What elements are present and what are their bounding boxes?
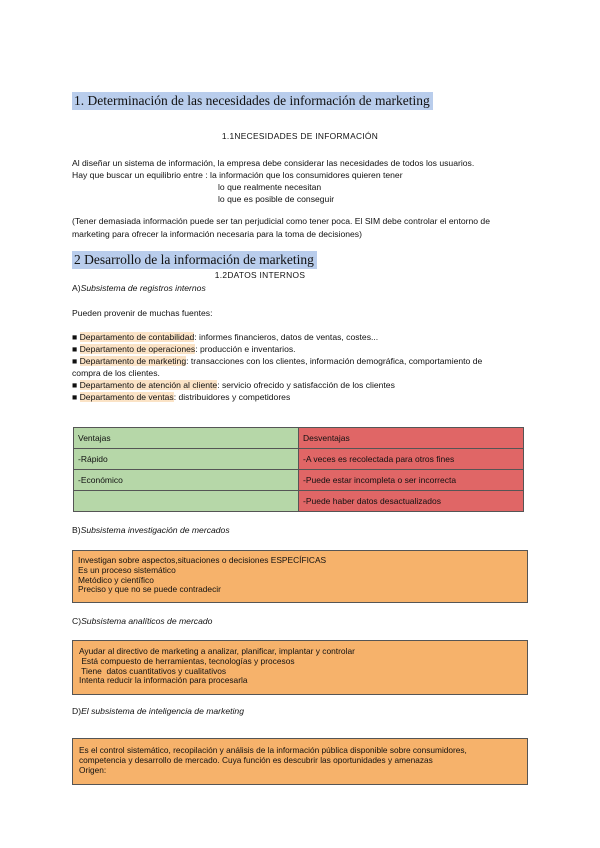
note-line-2: marketing para ofrecer la información necesaria para la toma de decisiones)	[72, 229, 362, 239]
dept-desc: : transacciones con los clientes, información demográfica, comportamiento de	[186, 356, 483, 366]
list-item	[72, 331, 378, 344]
list-item	[72, 391, 290, 404]
box-inteligencia	[72, 738, 528, 785]
dept-desc: : producción e inventarios.	[195, 344, 296, 354]
balance-line-1: Hay que buscar un equilibrio entre : la información que los consumidores quieren tener	[72, 170, 403, 180]
section-1-heading: 1. Determinación de las necesidades de información de marketing	[72, 92, 433, 110]
cell-desventaja: -Puede estar incompleta o ser incorrecta	[299, 470, 524, 491]
box-line: Es el control sistemático, recopilación y análisis de la información pública disponible sobre consumidores,	[79, 745, 467, 755]
table-row	[74, 470, 524, 491]
cell-ventaja: -Económico	[74, 470, 299, 491]
bullet-icon: ■	[72, 380, 78, 390]
dept-desc: : distribuidores y competidores	[173, 392, 291, 402]
bullet-icon: ■	[72, 332, 78, 342]
pros-cons-table	[73, 427, 524, 512]
list-item	[72, 379, 395, 392]
box-line: Tiene datos cuantitativos y cualitativos	[79, 665, 227, 676]
cell-ventaja: -Rápido	[74, 449, 299, 470]
cell-desventaja: -Puede haber datos desactualizados	[299, 491, 524, 512]
cell-ventaja	[74, 491, 299, 512]
paragraph-diseno: Al diseñar un sistema de información, la empresa debe considerar las necesidades de todos los usuarios.	[72, 158, 475, 168]
dept-label: Departamento de contabilidad	[79, 332, 195, 342]
box-line: Metódico y científico	[78, 574, 154, 585]
bullet-icon: ■	[72, 344, 78, 354]
table-row	[74, 428, 524, 449]
box-line: Es un proceso sistemático	[78, 564, 176, 575]
sources-intro: Pueden provenir de muchas fuentes:	[72, 308, 213, 318]
box-line: Origen:	[79, 764, 107, 775]
header-ventajas: Ventajas	[74, 428, 299, 449]
bullet-icon: ■	[72, 392, 78, 402]
note-line-1: (Tener demasiada información puede ser tan perjudicial como tener poca. El SIM debe controlar el entorno de	[72, 216, 490, 226]
sub-b-prefix: B)	[72, 525, 81, 535]
balance-line-3: lo que es posible de conseguir	[218, 194, 335, 204]
sub-b-title	[72, 524, 230, 537]
dept-label: Departamento de operaciones	[79, 344, 196, 354]
box-line: Intenta reducir la información para procesarla	[79, 675, 248, 686]
box-line: Investigan sobre aspectos,situaciones o decisiones ESPECÍFICAS	[78, 555, 327, 565]
sub-c-title	[72, 615, 212, 628]
sub-b-label: Subsistema investigación de mercados	[80, 525, 230, 535]
header-desventajas: Desventajas	[299, 428, 524, 449]
subtitle-necesidades: 1.1NECESIDADES DE INFORMACIÓN	[221, 131, 379, 141]
box-line: competencia y desarrollo de mercado. Cuya función es descubrir las oportunidades y amenazas	[79, 754, 433, 765]
list-item	[72, 355, 482, 368]
box-line: Ayudar al directivo de marketing a analizar, planificar, implantar y controlar	[79, 646, 355, 656]
sub-d-title	[72, 705, 244, 718]
box-line: Preciso y que no se puede contradecir	[78, 584, 221, 595]
sub-d-label: El subsistema de inteligencia de marketing	[81, 706, 244, 716]
sub-c-label: Subsistema analíticos de mercado	[81, 616, 213, 626]
balance-line-2: lo que realmente necesitan	[218, 182, 322, 192]
dept-desc: : informes financieros, datos de ventas, costes...	[194, 332, 379, 342]
dept-desc: : servicio ofrecido y satisfacción de los clientes	[217, 380, 395, 390]
sub-a-prefix: A)	[72, 283, 81, 293]
dept-label: Departamento de ventas	[79, 392, 174, 402]
list-item	[72, 343, 296, 356]
list-item-continuation: compra de los clientes.	[72, 368, 160, 378]
sub-a-title	[72, 282, 206, 295]
dept-label: Departamento de marketing	[79, 356, 187, 366]
table-row	[74, 449, 524, 470]
box-analiticos	[72, 640, 528, 695]
cell-desventaja: -A veces es recolectada para otros fines	[299, 449, 524, 470]
box-line: Está compuesto de herramientas, tecnologías y procesos	[79, 655, 295, 666]
table-row	[74, 491, 524, 512]
sub-a-label: Subsistema de registros internos	[80, 283, 206, 293]
box-investigacion	[72, 550, 528, 603]
sub-d-prefix: D)	[72, 706, 82, 716]
sub-c-prefix: C)	[72, 616, 82, 626]
section-2-heading: 2 Desarrollo de la información de marketing	[72, 251, 317, 269]
bullet-icon: ■	[72, 356, 78, 366]
subtitle-datos-internos: 1.2DATOS INTERNOS	[214, 270, 306, 280]
dept-label: Departamento de atención al cliente	[79, 380, 218, 390]
